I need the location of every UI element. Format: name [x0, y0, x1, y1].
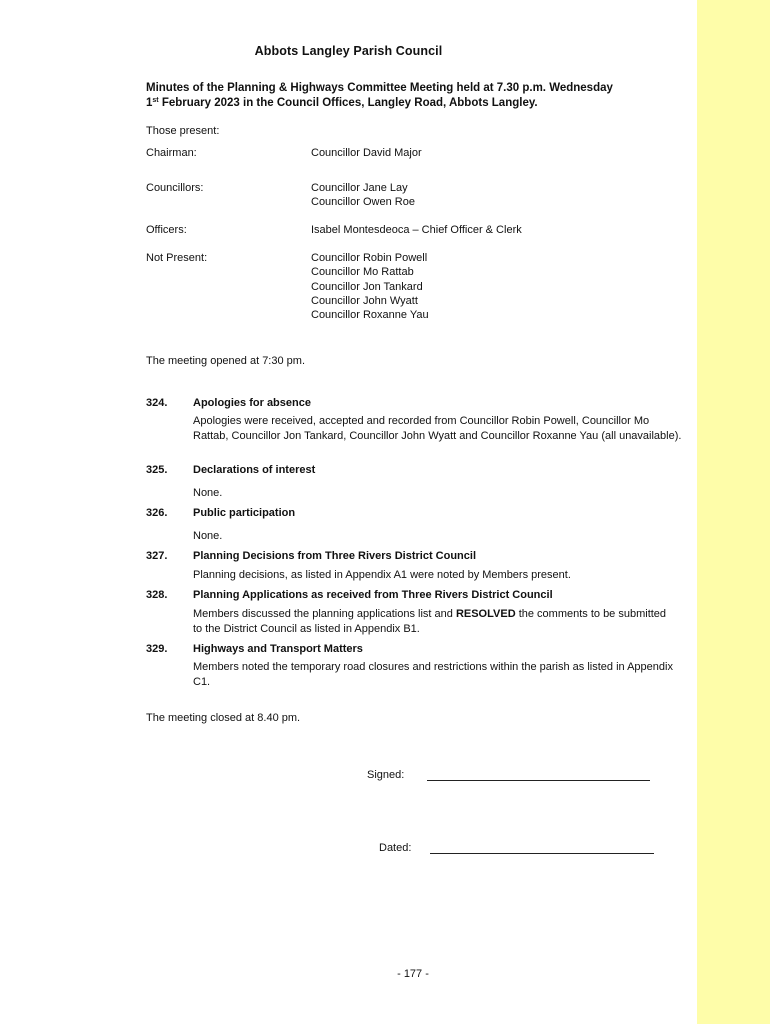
- councillors-label: Councillors:: [146, 182, 204, 194]
- document-title: Abbots Langley Parish Council: [254, 44, 443, 58]
- item-title: Apologies for absence: [193, 397, 311, 409]
- item-number: 324.: [146, 397, 168, 409]
- signed-label: Signed:: [367, 769, 405, 781]
- minutes-heading-line2: February 2023 in the Council Offices, Langley Road, Abbots Langley.: [158, 97, 538, 109]
- officer-name: Isabel Montesdeoca – Chief Officer & Clerk: [311, 224, 522, 236]
- item-body: Members noted the temporary road closures and restrictions within the parish as listed in Appendix C1.: [193, 661, 673, 688]
- item-number: 327.: [146, 550, 168, 562]
- resolved-keyword: RESOLVED: [455, 608, 516, 620]
- absent-councillor: Councillor John Wyatt: [311, 295, 418, 307]
- item-number: 329.: [146, 643, 168, 655]
- item-body: [193, 607, 673, 636]
- item-body: None.: [193, 487, 223, 499]
- minutes-heading: [146, 81, 686, 111]
- item-number: 328.: [146, 589, 168, 601]
- item-body: Planning decisions, as listed in Appendix A1 were noted by Members present.: [193, 569, 571, 581]
- those-present-label: Those present:: [146, 125, 220, 137]
- item-title: Declarations of interest: [193, 464, 316, 476]
- item-body-text: Members discussed the planning applications list and: [193, 608, 456, 620]
- not-present-label: Not Present:: [146, 252, 208, 264]
- minutes-heading-line1: Minutes of the Planning & Highways Committee Meeting held at 7.30 p.m. Wednesday: [146, 82, 613, 94]
- item-number: 325.: [146, 464, 168, 476]
- chairman-label: Chairman:: [146, 147, 197, 159]
- absent-councillor: Councillor Mo Rattab: [311, 266, 414, 278]
- dated-label: Dated:: [379, 842, 412, 854]
- item-title: Highways and Transport Matters: [193, 643, 363, 655]
- absent-councillor: Councillor Robin Powell: [311, 252, 428, 264]
- page-number: - 177 -: [397, 968, 429, 980]
- councillor-name: Councillor Owen Roe: [311, 196, 415, 208]
- meeting-closed: The meeting closed at 8.40 pm.: [146, 712, 301, 724]
- date-line: [430, 853, 654, 854]
- meeting-opened: The meeting opened at 7:30 pm.: [146, 355, 305, 367]
- item-title: Public participation: [193, 507, 296, 519]
- councillor-name: Councillor Jane Lay: [311, 182, 408, 194]
- meeting-day: 1: [146, 97, 153, 109]
- absent-councillor: Councillor Jon Tankard: [311, 281, 423, 293]
- item-body-text: the comments to be submitted to the District Council as listed in Appendix B1.: [193, 608, 667, 635]
- item-number: 326.: [146, 507, 168, 519]
- signature-line: [427, 780, 650, 781]
- item-title: Planning Applications as received from Three Rivers District Council: [193, 589, 553, 601]
- absent-councillor: Councillor Roxanne Yau: [311, 309, 429, 321]
- item-body: None.: [193, 530, 223, 542]
- item-title: Planning Decisions from Three Rivers District Council: [193, 550, 477, 562]
- chairman-name: Councillor David Major: [311, 147, 422, 159]
- officers-label: Officers:: [146, 224, 187, 236]
- meeting-day-suffix: st: [152, 97, 159, 104]
- item-body: Apologies were received, accepted and recorded from Councillor Robin Powell, Councillor Mo Rattab, Councillor Jon Tankard, Councillor John Wyatt and Councillor Roxanne Yau (all unavailable).: [193, 415, 682, 442]
- side-margin-panel: [697, 0, 770, 1024]
